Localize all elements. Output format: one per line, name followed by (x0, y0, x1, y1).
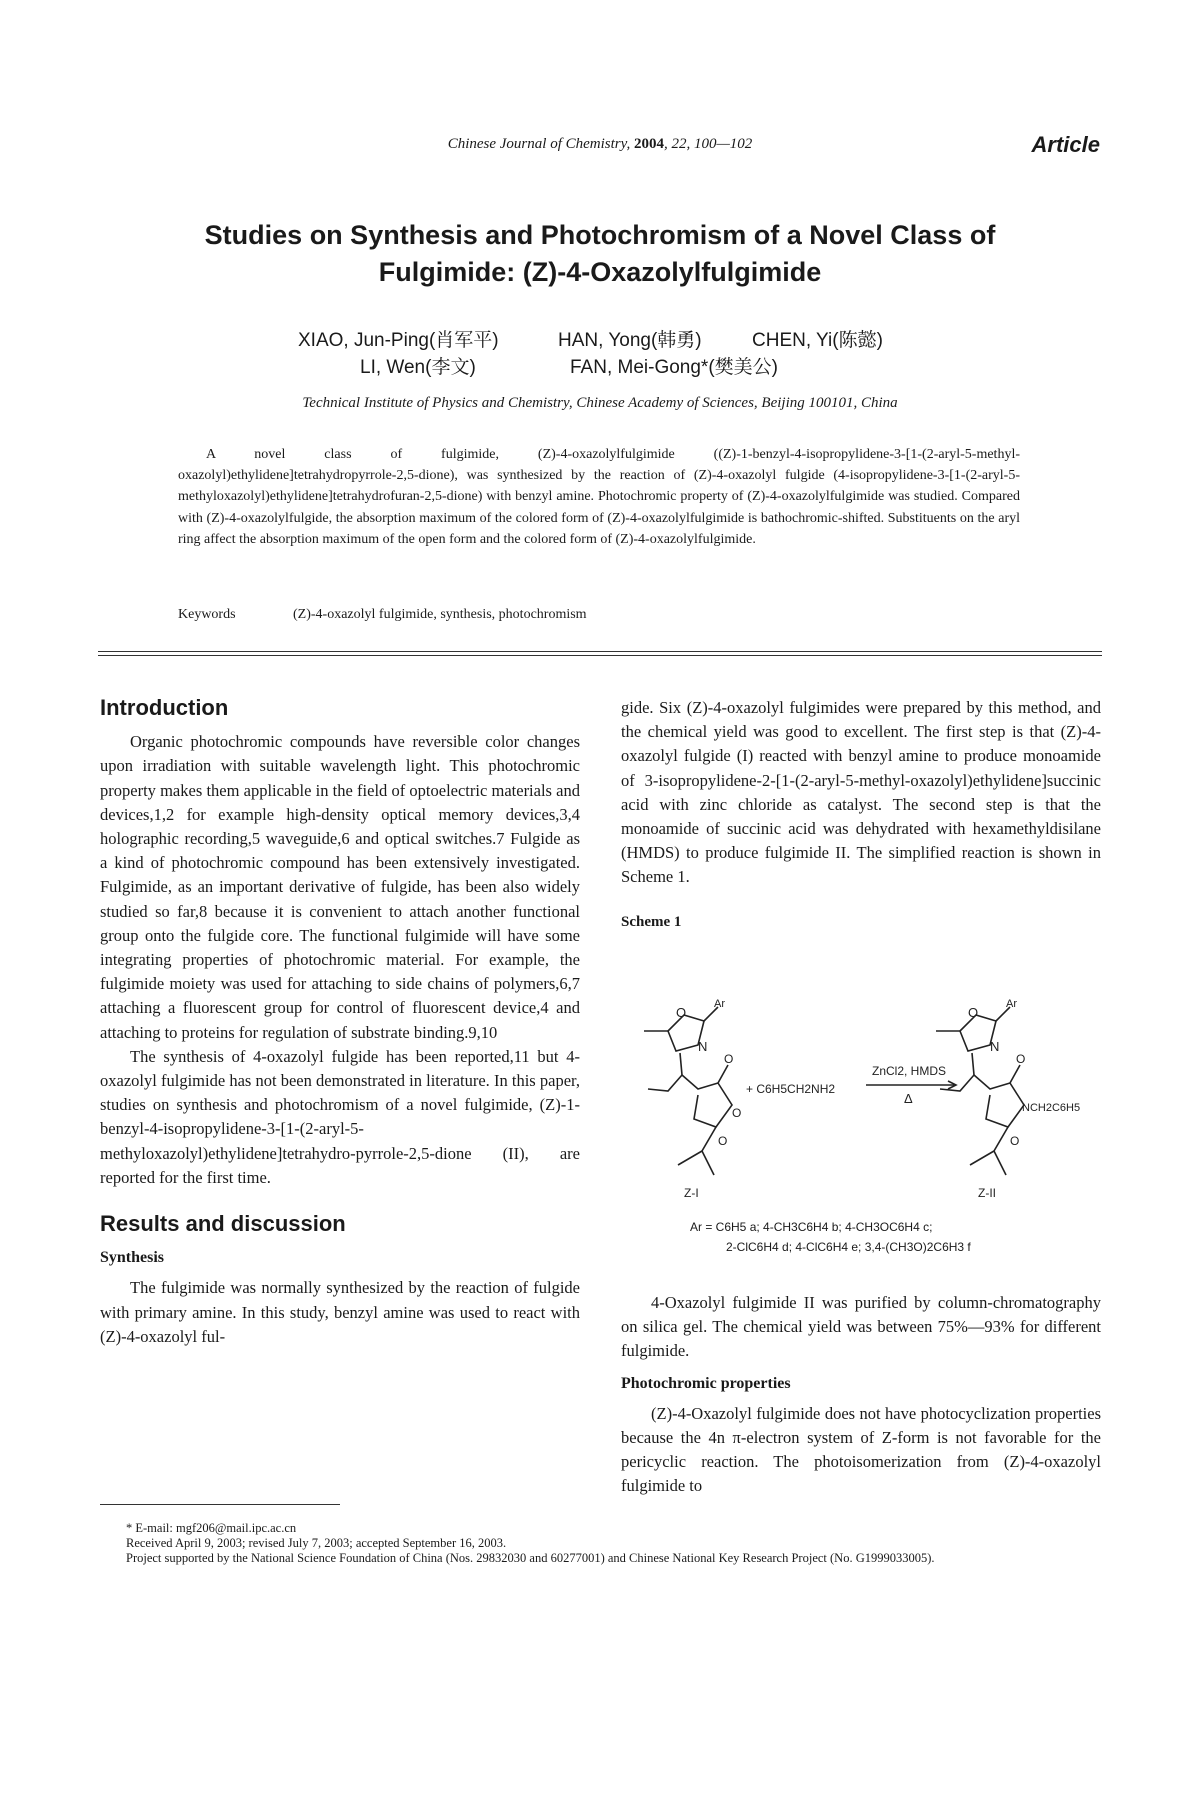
scheme-1-reaction (618, 995, 1106, 1210)
section-heading-introduction: Introduction (100, 695, 229, 720)
paper-title (100, 217, 1100, 291)
reactant-o-label: O (724, 1052, 734, 1066)
reactant-n-label: N (698, 1039, 708, 1054)
product-structure (936, 1007, 1024, 1175)
subsection-heading-photochromic: Photochromic properties (621, 1374, 791, 1392)
abstract-divider-bottom (98, 655, 1102, 656)
journal-volume-pages: , 22, 100—102 (663, 136, 753, 152)
reactant-structure (644, 1007, 732, 1175)
product-o-label: O (1010, 1134, 1020, 1148)
product-label: Z-II (978, 1186, 996, 1200)
right-column-top (621, 696, 1101, 934)
section-heading-results: Results and discussion (100, 1211, 346, 1237)
author-chen: CHEN, Yi(陈懿) (752, 330, 883, 351)
heat-symbol: Δ (904, 1091, 913, 1106)
product-o-label: O (968, 1005, 979, 1020)
abstract: A novel class of fulgimide, (Z)-4-oxazolylfulgimide ((Z)-1-benzyl-4-isopropylidene-3-[1-(2-aryl-5-methyl-oxazolyl)ethylidene]tetrahydropyrrole-2,5-dione), was synthesized by the reaction of (Z)-4-oxazolyl fulgide (4-isopropylidene-3-[1-(2-aryl-5-methyloxazolyl)ethylidene]tetrahydrofuran-2,5-dione) with benzyl amine. Photochromic property of (Z)-4-oxazolylfulgimide was studied. Compared with (Z)-4-oxazolylfulgide, the absorption maximum of the colored form of (Z)-4-oxazolylfulgimide is bathochromic-shifted. Substituents on the aryl ring affect the absorption maximum of the open form and the colored form of (Z)-4-oxazolylfulgimide. (178, 447, 1020, 547)
author-list (0, 327, 1200, 381)
keywords-text: (Z)-4-oxazolyl fulgimide, synthesis, photochromism (293, 607, 587, 622)
product-n-substituent: NCH2C6H5 (1022, 1102, 1081, 1114)
aryl-list-line-2: 2-ClC6H4 d; 4-ClC6H4 e; 3,4-(CH3O)2C6H3 f (726, 1240, 971, 1254)
article-label: Article (1031, 132, 1100, 157)
footnote-email: * E-mail: mgf206@mail.ipc.ac.cn (126, 1521, 297, 1535)
journal-year: 2004 (633, 136, 664, 152)
right-column-bottom (621, 1291, 1101, 1499)
keywords-label: Keywords (178, 607, 236, 622)
reactant-label: Z-I (684, 1186, 699, 1200)
synthesis-paragraph-1: The fulgimide was normally synthesized by the reaction of fulgide with primary amine. In this study, benzyl amine was used to react with (Z)-4-oxazolyl ful- (100, 1278, 580, 1346)
product-n-label: N (990, 1039, 1000, 1054)
running-header (0, 136, 1200, 153)
aryl-list-line-1: Ar = C6H5 a; 4-CH3C6H4 b; 4-CH3OC6H4 c; (690, 1220, 933, 1234)
purification-paragraph: 4-Oxazolyl fulgimide II was purified by column-chromatography on silica gel. The chemical yield was between 75%—93% for different fulgimide. (621, 1293, 1101, 1361)
abstract-divider-top (98, 651, 1102, 652)
reactant-o-label: O (676, 1005, 687, 1020)
catalyst-text: ZnCl2, HMDS (872, 1064, 947, 1078)
title-line-1: Studies on Synthesis and Photochromism of a Novel Class of (204, 220, 996, 250)
reactant-o-label: O (732, 1106, 742, 1120)
footnotes (126, 1521, 1101, 1566)
reagent-text: + C6H5CH2NH2 (746, 1082, 836, 1096)
synthesis-paragraph-1-continued: gide. Six (Z)-4-oxazolyl fulgimides were prepared by this method, and the chemical yield was good to excellent. The first step is that (Z)-4-oxazolyl fulgide (I) reacted with benzyl amine to produce monoamide of 3-isopropylidene-2-[1-(2-aryl-5-methyl-oxazolyl)ethylidene]succinic acid with zinc chloride as catalyst. The second step is that the monoamide of succinic acid was dehydrated with hexamethyldisilane (HMDS) to produce fulgimide II. The simplified reaction is shown in Scheme 1. (621, 698, 1101, 887)
reactant-o-label: O (718, 1134, 728, 1148)
aryl-substituent-list (690, 1217, 971, 1257)
product-o-label: O (1016, 1052, 1026, 1066)
reactant-ar-label: Ar (714, 998, 725, 1010)
intro-paragraph-2: The synthesis of 4-oxazolyl fulgide has been reported,11 but 4-oxazolyl fulgimide has not been demonstrated in literature. In this paper, studies on synthesis and photochromism of a novel fulgimide, (Z)-1-benzyl-4-isopropylidene-3-[1-(2-aryl-5-methyloxazolyl)ethylidene]tetrahydro-pyrrole-2,5-dione (II), are reported for the first time. (100, 1046, 580, 1187)
journal-name: Chinese Journal of Chemistry, (447, 136, 631, 152)
author-xiao: XIAO, Jun-Ping(肖军平) (298, 330, 499, 351)
author-fan: FAN, Mei-Gong*(樊美公) (570, 357, 778, 378)
affiliation: Technical Institute of Physics and Chemistry, Chinese Academy of Sciences, Beijing 100101, China (302, 395, 898, 411)
subsection-heading-synthesis: Synthesis (100, 1249, 165, 1267)
product-ar-label: Ar (1006, 998, 1017, 1010)
author-li: LI, Wen(李文) (360, 357, 476, 378)
footnote-divider (100, 1504, 340, 1505)
footnote-received: Received April 9, 2003; revised July 7, 2003; accepted September 16, 2003. (126, 1536, 507, 1550)
author-han: HAN, Yong(韩勇) (558, 330, 702, 351)
keywords (178, 607, 587, 623)
photochromic-paragraph-1: (Z)-4-Oxazolyl fulgimide does not have photocyclization properties because the 4n π-electron system of Z-form is not favorable for the pericyclic reaction. The photoisomerization from (Z)-4-oxazolyl fulgimide to (621, 1403, 1101, 1496)
intro-paragraph-1: Organic photochromic compounds have reversible color changes upon irradiation with suitable wavelength light. This photochromic property makes them applicable in the field of optoelectric materials and devices,1,2 for example high-density optical memory devices,3,4 holographic recording,5 waveguide,6 and optical switches.7 Fulgide as a kind of photochromic compound has been extensively investigated. Fulgimide, as an important derivative of fulgide, has been also widely studied so far,8 because it is convenient to attach another functional group onto the fulgide core. The functional fulgimide will have some integrating properties of photochromic material. For example, the fulgimide moiety was used for attaching to side chains of polymers,6,7 attaching a fluorescent group for control of fluorescent device,4 and attaching to proteins for regulation of substrate binding.9,10 (100, 732, 580, 1042)
footnote-project: Project supported by the National Science Foundation of China (Nos. 29832030 and 60277001) and Chinese National Key Research Project (No. G1999033005). (126, 1551, 935, 1565)
title-line-2: Fulgimide: (Z)-4-Oxazolylfulgimide (378, 257, 822, 287)
left-column (100, 696, 580, 1349)
scheme-label: Scheme 1 (621, 913, 682, 930)
